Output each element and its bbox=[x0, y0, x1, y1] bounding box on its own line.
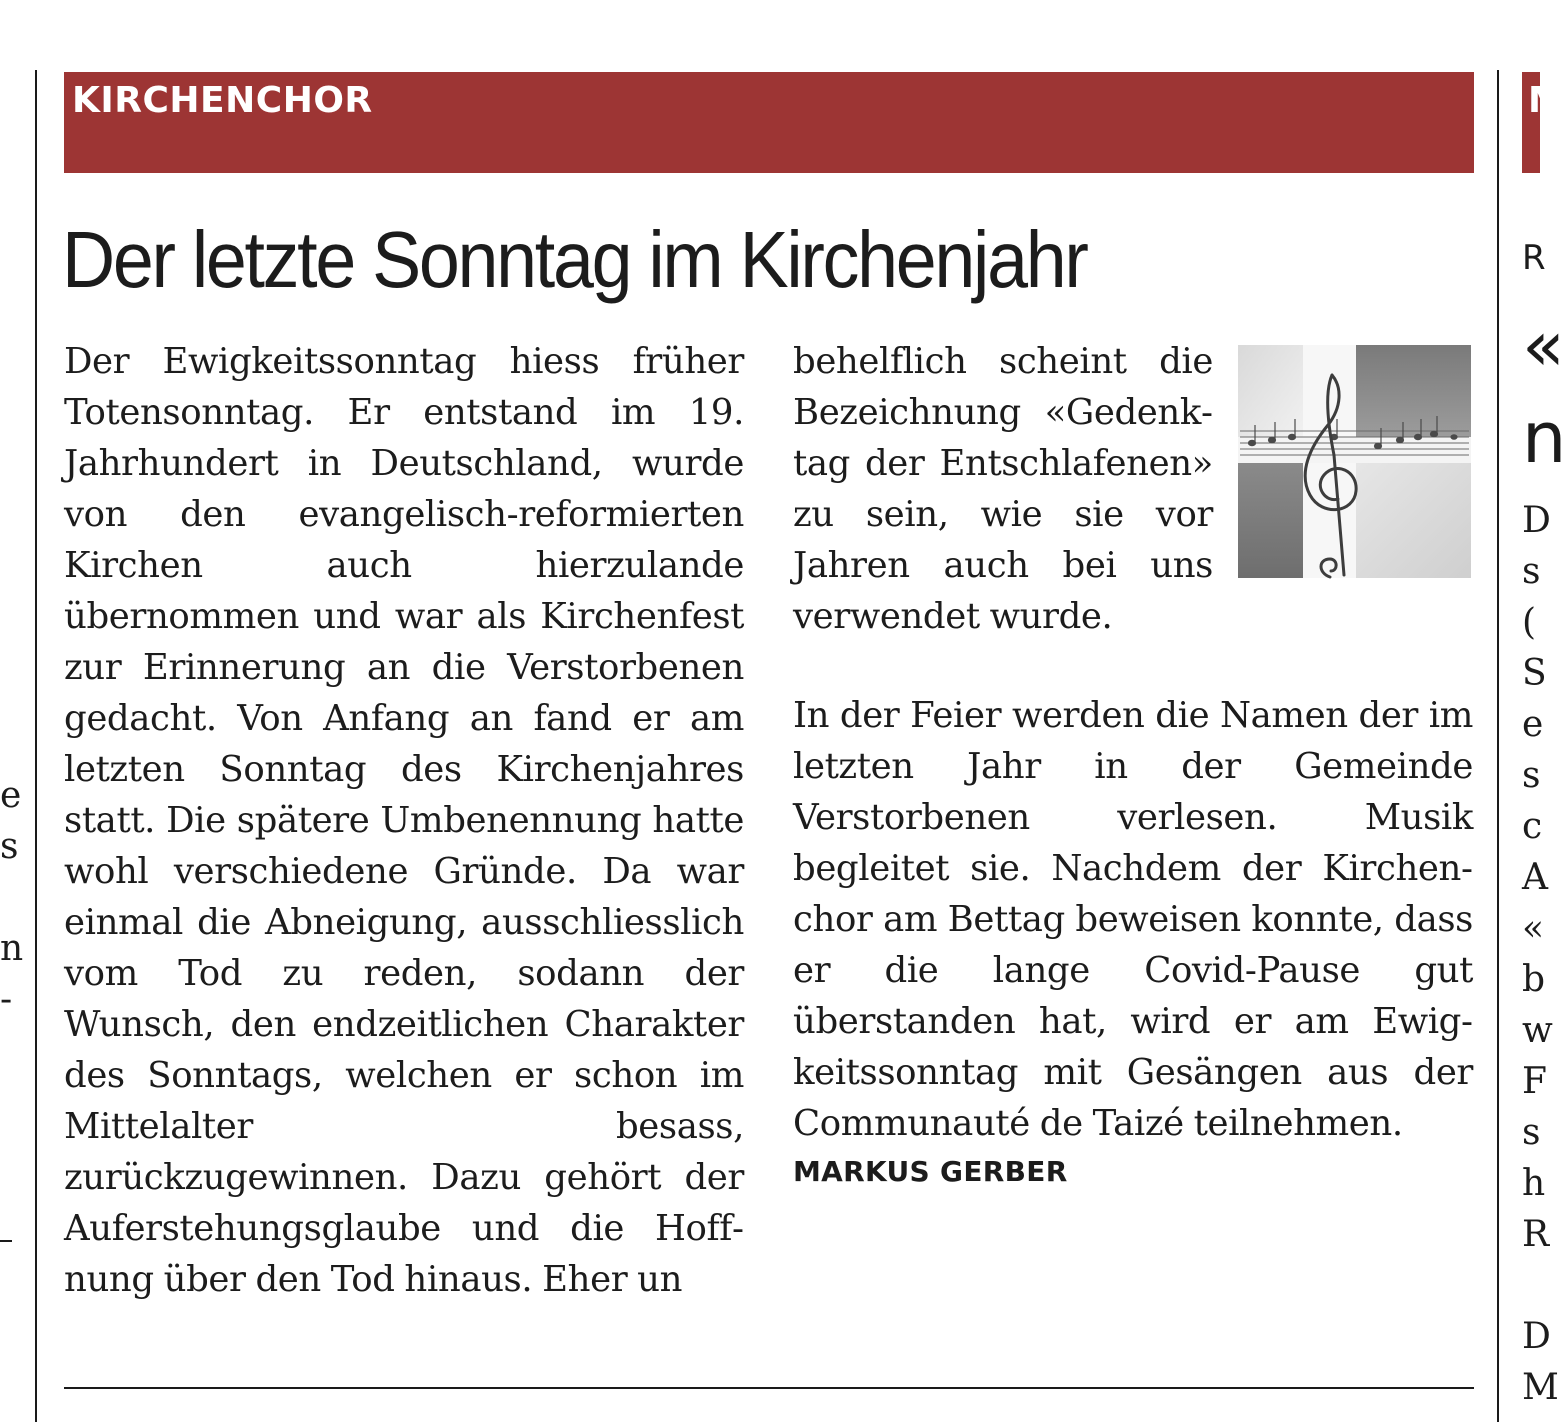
treble-clef-cross-icon bbox=[1238, 345, 1471, 578]
adjacent-right-line: s bbox=[1522, 1112, 1541, 1153]
adjacent-left-line: e bbox=[0, 775, 22, 816]
adjacent-left-text bbox=[0, 770, 24, 1025]
article-paragraph: behelflich scheint die Bezeichnung «Gedenktag der Entschlafenen» zu sein, wie sie vor Jahren auch bei uns verwendet wurde. bbox=[793, 341, 1213, 637]
adjacent-right-section-label: M bbox=[1528, 80, 1564, 121]
adjacent-right-line: D bbox=[1522, 500, 1551, 541]
adjacent-left-line bbox=[0, 872, 12, 923]
article-author: MARKUS GERBER bbox=[793, 1155, 1068, 1188]
adjacent-right-line: s bbox=[1522, 755, 1541, 796]
adjacent-right-line: s bbox=[1522, 551, 1541, 592]
adjacent-right-line: e bbox=[1522, 704, 1544, 745]
adjacent-right-line: R bbox=[1522, 1214, 1550, 1255]
adjacent-right-line: « bbox=[1522, 908, 1545, 949]
article-paragraph: Der Ewigkeitssonntag hiess früher Totensonntag. Er entstand im 19. Jahrhundert in Deutschland, wurde von den evangelisch-reformierten Kirchen auch hierzulande übernommen und war als Kirchenfest zur Erinnerung an die Verstorbenen gedacht. Von Anfang an fand er am letzten Sonntag des Kirchenjahres statt. Die spätere Umbenennung hatte wohl verschiedene Gründe. Da war einmal die Abneigung, ausschliesslich vom Tod zu reden, sodann der Wunsch, den endzeitlichen Charakter des Sonntags, welchen er schon im Mittelalter besass, zurückzugewinnen. Dazu gehört der Auferstehungsglaube und die Hoffnung über den Tod hinaus. Eher un bbox=[64, 341, 744, 1300]
adjacent-right-line: w bbox=[1522, 1010, 1553, 1051]
adjacent-left-rule bbox=[0, 1240, 12, 1242]
adjacent-right-line: ( bbox=[1522, 602, 1537, 643]
adjacent-right-line bbox=[1522, 1260, 1540, 1311]
adjacent-left-line: - bbox=[0, 979, 13, 1020]
article-paragraph: In der Feier werden die Namen der im letzten Jahr in der Gemeinde Verstorbenen verlesen. Musik begleitet sie. Nachdem der Kirchenchor am Bettag beweisen konnte, dass er die lange Covid-Pause gut überstanden hat, wird er am Ewigkeitssonntag mit Gesängen aus der Communauté de Taizé teilnehmen. bbox=[793, 695, 1473, 1144]
adjacent-left-line: s bbox=[0, 826, 19, 867]
article-column-right-top bbox=[793, 336, 1213, 642]
adjacent-right-line: c bbox=[1522, 806, 1543, 847]
adjacent-right-line: h bbox=[1522, 1163, 1546, 1204]
section-bar bbox=[64, 72, 1474, 173]
adjacent-right-section-bar bbox=[1522, 72, 1564, 173]
left-column-rule bbox=[35, 70, 37, 1422]
article-column-left bbox=[64, 336, 744, 1305]
adjacent-right-headline-line: « bbox=[1522, 305, 1565, 387]
adjacent-right-line: b bbox=[1522, 959, 1546, 1000]
bottom-rule bbox=[64, 1387, 1474, 1389]
adjacent-right-kicker: R bbox=[1522, 238, 1546, 278]
adjacent-right-line: D bbox=[1522, 1316, 1551, 1357]
adjacent-right-line: M bbox=[1522, 1367, 1559, 1408]
adjacent-right-headline-line: n bbox=[1522, 397, 1566, 479]
adjacent-right-headline bbox=[1522, 300, 1566, 484]
article-headline: Der letzte Sonntag im Kirchenjahr bbox=[62, 215, 1087, 304]
adjacent-left-line: n bbox=[0, 928, 24, 969]
adjacent-right-line: F bbox=[1522, 1061, 1547, 1102]
adjacent-right-line: A bbox=[1522, 857, 1548, 898]
article-column-right-bottom bbox=[793, 690, 1473, 1149]
right-column-rule bbox=[1497, 70, 1499, 1422]
section-label: KIRCHENCHOR bbox=[72, 80, 373, 121]
adjacent-right-line: S bbox=[1522, 653, 1547, 694]
adjacent-right-text bbox=[1522, 495, 1559, 1413]
